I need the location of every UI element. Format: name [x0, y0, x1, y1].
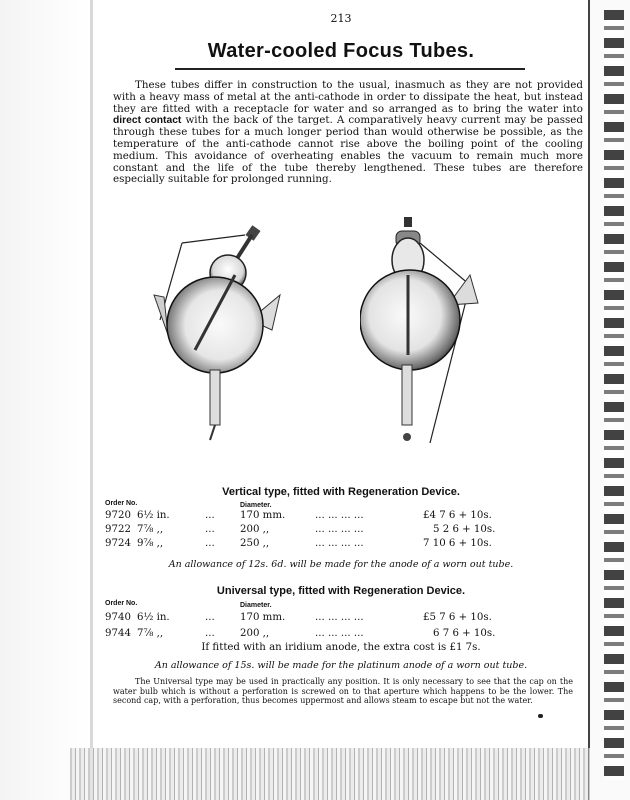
price: 5 2 6 + 10s.	[433, 524, 496, 535]
catalog-page	[95, 0, 587, 760]
order-number: 9744	[105, 628, 131, 639]
tube-size: 7⅞ ,,	[137, 524, 164, 535]
vertical-allowance-note: An allowance of 12s. 6d. will be made for the anode of a worn out tube.	[168, 559, 514, 570]
order-number: 9724	[105, 538, 131, 549]
table-row	[105, 612, 595, 624]
leader-dots: ... ... ... ...	[315, 628, 364, 639]
diameter-header: Diameter.	[240, 602, 272, 609]
universal-tube-illustration	[360, 215, 510, 450]
separator-dots: ...	[205, 628, 215, 639]
separator-dots: ...	[205, 538, 215, 549]
page-number: 213	[330, 12, 352, 25]
title-underline	[175, 68, 525, 70]
price: £5 7 6 + 10s.	[423, 612, 492, 623]
tube-size: 9⅞ ,,	[137, 538, 164, 549]
scan-binding-pattern	[604, 10, 624, 780]
tube-size: 6½ in.	[137, 510, 170, 521]
order-number: 9720	[105, 510, 131, 521]
universal-usage-footnote: The Universal type may be used in practically any position. It is only necessary to see that the cap on the water bulb which is without a perforation is screwed on to that aperture which happens to be the lower. The second cap, with a perforation, thus becomes uppermost and allows steam to escape but not the water.	[113, 677, 573, 705]
order-number: 9722	[105, 524, 131, 535]
table-row	[105, 524, 595, 536]
order-number: 9740	[105, 612, 131, 623]
scan-shadow-left	[0, 0, 92, 800]
tube-size: 7⅞ ,,	[137, 628, 164, 639]
page-edge-right	[588, 0, 590, 800]
table-row	[105, 538, 595, 550]
separator-dots: ...	[205, 524, 215, 535]
separator-dots: ...	[205, 612, 215, 623]
intro-text-start: These tubes differ in construction to the usual, inasmuch as they are not provided with a heavy mass of metal at the anti-cathode in order to dissipate the heat, but instead they are fitted with a receptacle for water and so arranged as to bring the water into	[113, 79, 583, 115]
leader-dots: ... ... ... ...	[315, 538, 364, 549]
diameter: 250 ,,	[240, 538, 270, 549]
iridium-extra-cost: If fitted with an iridium anode, the extra cost is £1 7s.	[201, 642, 481, 653]
diameter: 200 ,,	[240, 628, 270, 639]
leader-dots: ... ... ... ...	[315, 612, 364, 623]
separator-dots: ...	[205, 510, 215, 521]
diameter: 200 ,,	[240, 524, 270, 535]
order-no-header: Order No.	[105, 600, 138, 607]
universal-type-heading: Universal type, fitted with Regeneration Device.	[216, 585, 466, 597]
intro-text-end: with the back of the target. A comparatively heavy current may be passed through these tubes for a much longer period than would otherwise be possible, as the temperature of the anti-cathode cannot rise above the boiling point of the cooling medium. This avoidance of overheating enables the vacuum to remain much more constant and the life of the tube thereby lengthened. These tubes are therefore especially suitable for prolonged running.	[113, 114, 583, 186]
price: £4 7 6 + 10s.	[423, 510, 492, 521]
page-title: Water-cooled Focus Tubes.	[207, 40, 475, 62]
price: 6 7 6 + 10s.	[433, 628, 496, 639]
universal-allowance-note: An allowance of 15s. will be made for the platinum anode of a worn out tube.	[154, 660, 528, 671]
table-row	[105, 628, 595, 640]
table-row	[105, 510, 595, 522]
diameter: 170 mm.	[240, 510, 286, 521]
price: 7 10 6 + 10s.	[423, 538, 492, 549]
diameter-header: Diameter.	[240, 502, 272, 509]
leader-dots: ... ... ... ...	[315, 524, 364, 535]
diameter: 170 mm.	[240, 612, 286, 623]
intro-paragraph	[113, 80, 583, 186]
vertical-type-heading: Vertical type, fitted with Regeneration Device.	[222, 486, 460, 498]
ink-blot	[538, 714, 543, 718]
tube-size: 6½ in.	[137, 612, 170, 623]
page-edge-left	[90, 0, 93, 800]
intro-bold-phrase: direct contact	[113, 115, 182, 127]
leader-dots: ... ... ... ...	[315, 510, 364, 521]
vertical-tube-illustration	[150, 225, 300, 445]
order-no-header: Order No.	[105, 500, 138, 507]
